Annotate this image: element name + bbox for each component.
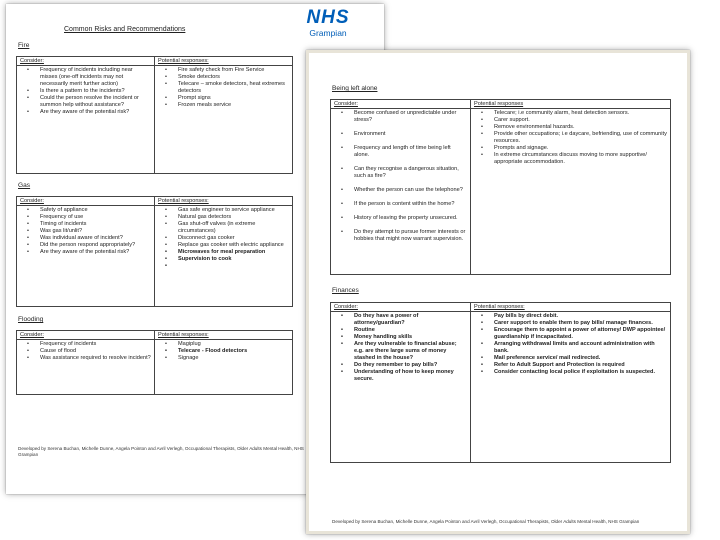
list-item: • Carer support. (481, 117, 667, 124)
list-item: • Routine (341, 327, 467, 334)
gas-responses-column (155, 197, 292, 306)
list-item: • Was assistance required to resolve incident? (27, 355, 151, 362)
list-item: • Is there a pattern to the incidents? (27, 88, 151, 95)
list-item: • History of leaving the property unsecured. (341, 215, 467, 222)
alone-consider-column (331, 100, 471, 274)
consider-header: Consider: (331, 100, 470, 109)
consider-header: Consider: (17, 57, 154, 66)
list-item: • Supervision to cook (165, 256, 289, 263)
list-item: • Microwaves for meal preparation (165, 249, 289, 256)
list-item: • Remove environmental hazards. (481, 124, 667, 131)
list-item: • Environment (341, 131, 467, 138)
list-item: • Fire safety check from Fire Service (165, 67, 289, 74)
gas-responses-list (155, 206, 292, 265)
gas-consider-list (17, 206, 154, 258)
list-item: • Carer support to enable them to pay bills/ manage finances. (481, 320, 667, 327)
list-item: • Understanding of how to keep money secure. (341, 369, 467, 383)
section-title-gas: Gas (18, 182, 31, 189)
page-title: Common Risks and Recommendations (64, 26, 186, 33)
fire-consider-list (17, 66, 154, 118)
list-item: • Can they recognise a dangerous situation, such as fire? (341, 166, 467, 180)
list-item: • Could the person resolve the incident or summon help without assistance? (27, 95, 151, 109)
section-title-fire: Fire (18, 42, 30, 49)
list-item: • Mail preference service/ mail redirected. (481, 355, 667, 362)
responses-header: Potential responses: (155, 197, 292, 206)
responses-header: Potential responses (471, 100, 670, 109)
list-item: • Signage (165, 355, 289, 362)
list-item: • If the person is content within the home? (341, 201, 467, 208)
list-item: • Prompt signs (165, 95, 289, 102)
list-item: • Gas safe engineer to service appliance (165, 207, 289, 214)
list-item: • Frequency of incidents including near misses (one-off incidents may not necessarily merit further action) (27, 67, 151, 88)
list-item: • Do they have a power of attorney/guardian? (341, 313, 467, 327)
list-item: • Telecare – smoke detectors, heat extremes detectors (165, 81, 289, 95)
finances-consider-column (331, 303, 471, 462)
nhs-grampian-logo (300, 8, 356, 38)
list-item: • Arranging withdrawal limits and account administration with bank. (481, 341, 667, 355)
list-item: • Provide other occupations; i.e daycare, befriending, use of community resources. (481, 131, 667, 145)
list-item: • Do they remember to pay bills? (341, 362, 467, 369)
list-item: • Replace gas cooker with electric appliance (165, 242, 289, 249)
section-title-being-left-alone: Being left alone (332, 85, 378, 92)
being-left-alone-table (330, 99, 671, 275)
list-item: • Frequency and length of time being left alone. (341, 145, 467, 159)
list-item: • Smoke detectors (165, 74, 289, 81)
section-title-flooding: Flooding (18, 316, 44, 323)
list-item: • Are they aware of the potential risk? (27, 109, 151, 116)
gas-table (16, 196, 293, 307)
flooding-consider-list (17, 340, 154, 364)
finances-table (330, 302, 671, 463)
list-item: • Frequency of incidents (27, 341, 151, 348)
fire-responses-list (155, 66, 292, 111)
list-item: • Telecare - Flood detectors (165, 348, 289, 355)
nhs-logo-region: Grampian (309, 28, 347, 38)
page-footer: Developed by Serena Buchan, Michelle Dunne, Angela Pointon and Avril Verlegh, Occupational Therapists, Older Adults Mental Health, NHS Grampian (18, 446, 304, 457)
flooding-responses-column (155, 331, 292, 394)
list-item: • Telecare; i.e community alarm, heat detection sensors. (481, 110, 667, 117)
list-item: • Whether the person can use the telephone? (341, 187, 467, 194)
list-item: • Become confused or unpredictable under stress? (341, 110, 467, 124)
list-item: • Gas shut-off valves (in extreme circumstances) (165, 221, 289, 235)
consider-header: Consider: (17, 197, 154, 206)
nhs-logo-text: NHS (306, 7, 350, 28)
flooding-responses-list (155, 340, 292, 364)
list-item: • Encourage them to appoint a power of attorney/ DWP appointee/ guardianship if incapacitated. (481, 327, 667, 341)
list-item: • Magiplug (165, 341, 289, 348)
list-item: • Prompts and signage. (481, 145, 667, 152)
list-item: • Are they aware of the potential risk? (27, 249, 151, 256)
list-item: • Do they attempt to pursue former interests or hobbies that might now warrant supervision. (341, 229, 467, 243)
finances-consider-list (331, 312, 470, 385)
flooding-table (16, 330, 293, 395)
fire-responses-column (155, 57, 292, 173)
flooding-consider-column (17, 331, 155, 394)
responses-header: Potential responses: (155, 331, 292, 340)
section-title-finances: Finances (332, 287, 359, 294)
fire-consider-column (17, 57, 155, 173)
consider-header: Consider: (17, 331, 154, 340)
list-item: • In extreme circumstances discuss moving to more supportive/ appropriate accommodation. (481, 152, 667, 166)
list-item: • Refer to Adult Support and Protection is required (481, 362, 667, 369)
alone-consider-list (331, 109, 470, 252)
alone-responses-column (471, 100, 670, 274)
list-item: • Cause of flood (27, 348, 151, 355)
responses-header: Potential responses: (155, 57, 292, 66)
list-item: • Was gas lit/unlit? (27, 228, 151, 235)
document-page-2 (306, 50, 690, 534)
list-item: • Are they vulnerable to financial abuse; e.g. are there large sums of money stashed in the house? (341, 341, 467, 362)
alone-responses-list (471, 109, 670, 168)
list-item: • Frequency of use (27, 214, 151, 221)
list-item: • Did the person respond appropriately? (27, 242, 151, 249)
list-item: • Natural gas detectors (165, 214, 289, 221)
list-item: • Timing of incidents (27, 221, 151, 228)
list-item: • Disconnect gas cooker (165, 235, 289, 242)
list-item: • Safety of appliance (27, 207, 151, 214)
list-item: • Pay bills by direct debit. (481, 313, 667, 320)
list-item: • Frozen meals service (165, 102, 289, 109)
consider-header: Consider: (331, 303, 470, 312)
list-item: • Was individual aware of incident? (27, 235, 151, 242)
finances-responses-column (471, 303, 670, 462)
list-item: • Consider contacting local police if exploitation is suspected. (481, 369, 667, 376)
page-footer: Developed by Serena Buchan, Michelle Dunne, Angela Pointon and Avril Verlegh, Occupational Therapists, Older Adults Mental Health, NHS Grampian (332, 519, 640, 524)
fire-table (16, 56, 293, 174)
gas-consider-column (17, 197, 155, 306)
list-item: • Money handling skills (341, 334, 467, 341)
responses-header: Potential responses: (471, 303, 670, 312)
finances-responses-list (471, 312, 670, 378)
